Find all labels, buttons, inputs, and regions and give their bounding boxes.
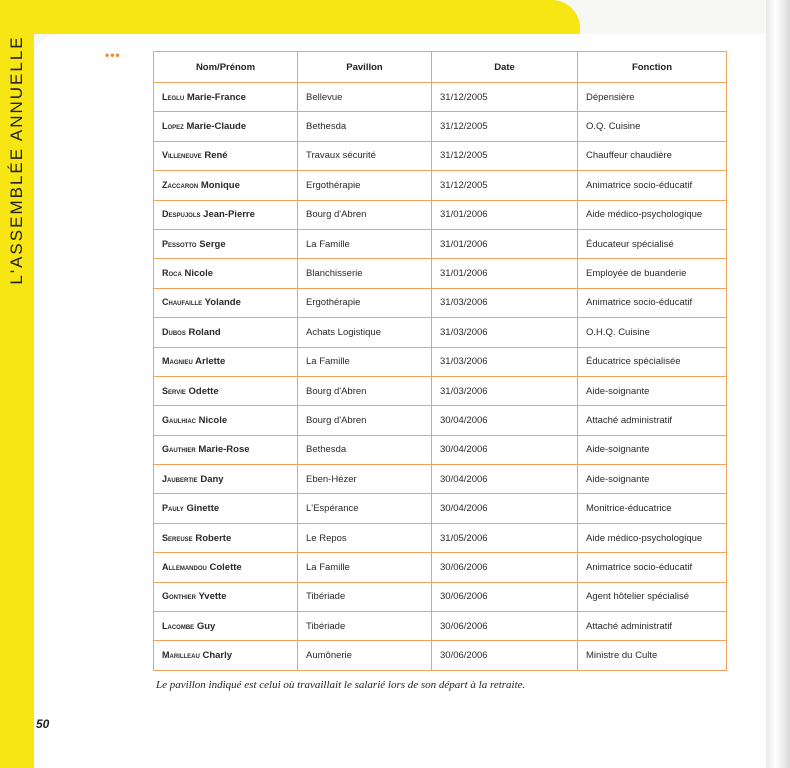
cell-name <box>154 582 298 611</box>
cell-fonction: Ministre du Culte <box>578 641 727 670</box>
cell-fonction: Dépensière <box>578 83 727 112</box>
cell-pavillon: Bourg d'Abren <box>298 406 432 435</box>
table-row <box>154 523 727 552</box>
cell-pavillon: L'Espérance <box>298 494 432 523</box>
surname: Pauly <box>162 503 184 514</box>
surname: Gonthier <box>162 591 197 602</box>
table-row <box>154 376 727 405</box>
cell-fonction: Éducateur spécialisé <box>578 229 727 258</box>
cell-fonction: Animatrice socio-éducatif <box>578 171 727 200</box>
first-name: Monique <box>200 179 240 191</box>
table-row <box>154 83 727 112</box>
first-name: Guy <box>196 620 216 632</box>
header-date: Date <box>432 52 578 83</box>
cell-date: 30/06/2006 <box>432 553 578 582</box>
cell-date: 31/01/2006 <box>432 200 578 229</box>
cell-date: 30/06/2006 <box>432 612 578 641</box>
cell-name <box>154 318 298 347</box>
cell-date: 30/04/2006 <box>432 465 578 494</box>
cell-pavillon: Eben-Hézer <box>298 465 432 494</box>
first-name: Marie-Claude <box>186 121 247 133</box>
header-fonction: Fonction <box>578 52 727 83</box>
surname: Marilleau <box>162 650 200 661</box>
first-name: Ginette <box>186 503 220 515</box>
cell-date: 31/05/2006 <box>432 523 578 552</box>
table-row <box>154 141 727 170</box>
cell-name <box>154 171 298 200</box>
table-row <box>154 200 727 229</box>
table-row <box>154 494 727 523</box>
cell-pavillon: Bethesda <box>298 435 432 464</box>
surname: Sereuse <box>162 532 193 543</box>
cell-name <box>154 612 298 641</box>
first-name: Colette <box>209 561 242 573</box>
decorative-dots: ••• <box>105 48 121 62</box>
surname: Dubos <box>162 326 186 337</box>
cell-date: 31/03/2006 <box>432 376 578 405</box>
surname: Villeneuve <box>162 150 202 161</box>
first-name: Odette <box>188 385 219 397</box>
cell-date: 31/12/2005 <box>432 171 578 200</box>
cell-date: 31/03/2006 <box>432 318 578 347</box>
cell-pavillon: Bellevue <box>298 83 432 112</box>
surname: Gauthier <box>162 444 196 455</box>
table-header-row <box>154 52 727 83</box>
cell-name <box>154 406 298 435</box>
cell-pavillon: Le Repos <box>298 523 432 552</box>
cell-name <box>154 229 298 258</box>
first-name: Nicole <box>184 268 213 280</box>
cell-pavillon: Achats Logistique <box>298 318 432 347</box>
cell-date: 31/03/2006 <box>432 288 578 317</box>
table-row <box>154 641 727 670</box>
cell-fonction: Aide-soignante <box>578 465 727 494</box>
cell-fonction: O.Q. Cuisine <box>578 112 727 141</box>
cell-fonction: Aide médico-psychologique <box>578 200 727 229</box>
header-band <box>0 0 580 34</box>
surname: Zaccaron <box>162 179 199 190</box>
header-name: Nom/Prénom <box>154 52 298 83</box>
cell-pavillon: Bourg d'Abren <box>298 200 432 229</box>
table-row <box>154 435 727 464</box>
cell-fonction: Animatrice socio-éducatif <box>578 553 727 582</box>
page-number: 50 <box>36 717 50 731</box>
cell-pavillon: Tibériade <box>298 582 432 611</box>
retirement-table <box>153 51 727 671</box>
cell-fonction: O.H.Q. Cuisine <box>578 318 727 347</box>
first-name: Arlette <box>195 356 226 368</box>
cell-fonction: Aide médico-psychologique <box>578 523 727 552</box>
cell-name <box>154 83 298 112</box>
first-name: Marie-Rose <box>198 444 250 456</box>
first-name: Yolande <box>204 297 241 309</box>
table-row <box>154 465 727 494</box>
first-name: Nicole <box>198 414 228 426</box>
cell-name <box>154 435 298 464</box>
table-row <box>154 112 727 141</box>
cell-pavillon: Ergothérapie <box>298 171 432 200</box>
cell-name <box>154 376 298 405</box>
table-row <box>154 582 727 611</box>
surname: Roca <box>162 268 182 279</box>
surname: Jaubertie <box>162 473 198 484</box>
cell-pavillon: Ergothérapie <box>298 288 432 317</box>
page-edge <box>766 0 790 768</box>
cell-pavillon: Bourg d'Abren <box>298 376 432 405</box>
cell-name <box>154 141 298 170</box>
first-name: Roland <box>188 326 221 338</box>
surname: Despujols <box>162 209 201 220</box>
table-row <box>154 229 727 258</box>
cell-date: 31/01/2006 <box>432 259 578 288</box>
cell-date: 31/12/2005 <box>432 112 578 141</box>
first-name: Roberte <box>195 532 232 544</box>
cell-pavillon: Travaux sécurité <box>298 141 432 170</box>
cell-fonction: Agent hôtelier spécialisé <box>578 582 727 611</box>
cell-fonction: Attaché administratif <box>578 406 727 435</box>
first-name: Charly <box>202 650 233 662</box>
surname: Servie <box>162 385 186 396</box>
surname: Allemandou <box>162 561 207 572</box>
cell-date: 31/12/2005 <box>432 83 578 112</box>
cell-fonction: Éducatrice spécialisée <box>578 347 727 376</box>
surname: Lacombe <box>162 620 195 631</box>
cell-name <box>154 200 298 229</box>
cell-name <box>154 494 298 523</box>
cell-fonction: Animatrice socio-éducatif <box>578 288 727 317</box>
first-name: Serge <box>199 238 226 250</box>
surname: Lopez <box>162 121 184 132</box>
first-name: Yvette <box>198 591 227 603</box>
header-pavillon: Pavillon <box>298 52 432 83</box>
first-name: René <box>204 150 228 162</box>
cell-date: 30/04/2006 <box>432 494 578 523</box>
section-title: L'ASSEMBLÉE ANNUELLE <box>7 35 26 285</box>
cell-pavillon: Tibériade <box>298 612 432 641</box>
cell-fonction: Aide-soignante <box>578 435 727 464</box>
surname: Magnieu <box>162 356 193 367</box>
surname: Leglu <box>162 91 185 102</box>
cell-name <box>154 465 298 494</box>
first-name: Dany <box>200 473 224 485</box>
cell-date: 31/12/2005 <box>432 141 578 170</box>
cell-fonction: Chauffeur chaudière <box>578 141 727 170</box>
cell-pavillon: La Famille <box>298 347 432 376</box>
cell-date: 30/06/2006 <box>432 641 578 670</box>
cell-fonction: Monitrice-éducatrice <box>578 494 727 523</box>
cell-name <box>154 553 298 582</box>
cell-date: 30/06/2006 <box>432 582 578 611</box>
cell-pavillon: La Famille <box>298 553 432 582</box>
cell-name <box>154 288 298 317</box>
table-row <box>154 288 727 317</box>
cell-name <box>154 523 298 552</box>
cell-pavillon: Bethesda <box>298 112 432 141</box>
table-row <box>154 553 727 582</box>
table-row <box>154 347 727 376</box>
cell-name <box>154 641 298 670</box>
cell-fonction: Employée de buanderie <box>578 259 727 288</box>
surname: Gaulhiac <box>162 414 196 425</box>
cell-fonction: Attaché administratif <box>578 612 727 641</box>
cell-date: 30/04/2006 <box>432 435 578 464</box>
first-name: Marie-France <box>186 91 246 103</box>
table-row <box>154 318 727 347</box>
cell-date: 31/03/2006 <box>432 347 578 376</box>
table-row <box>154 406 727 435</box>
cell-pavillon: La Famille <box>298 229 432 258</box>
cell-name <box>154 259 298 288</box>
table-row <box>154 259 727 288</box>
cell-name <box>154 347 298 376</box>
cell-date: 30/04/2006 <box>432 406 578 435</box>
cell-date: 31/01/2006 <box>432 229 578 258</box>
cell-fonction: Aide-soignante <box>578 376 727 405</box>
surname: Pessotto <box>162 238 197 249</box>
surname: Chaufaille <box>162 297 203 308</box>
first-name: Jean-Pierre <box>203 209 255 221</box>
cell-pavillon: Aumônerie <box>298 641 432 670</box>
cell-name <box>154 112 298 141</box>
footnote: Le pavillon indiqué est celui où travaillait le salarié lors de son départ à la retraite. <box>156 679 526 691</box>
cell-pavillon: Blanchisserie <box>298 259 432 288</box>
table-row <box>154 612 727 641</box>
table-row <box>154 171 727 200</box>
